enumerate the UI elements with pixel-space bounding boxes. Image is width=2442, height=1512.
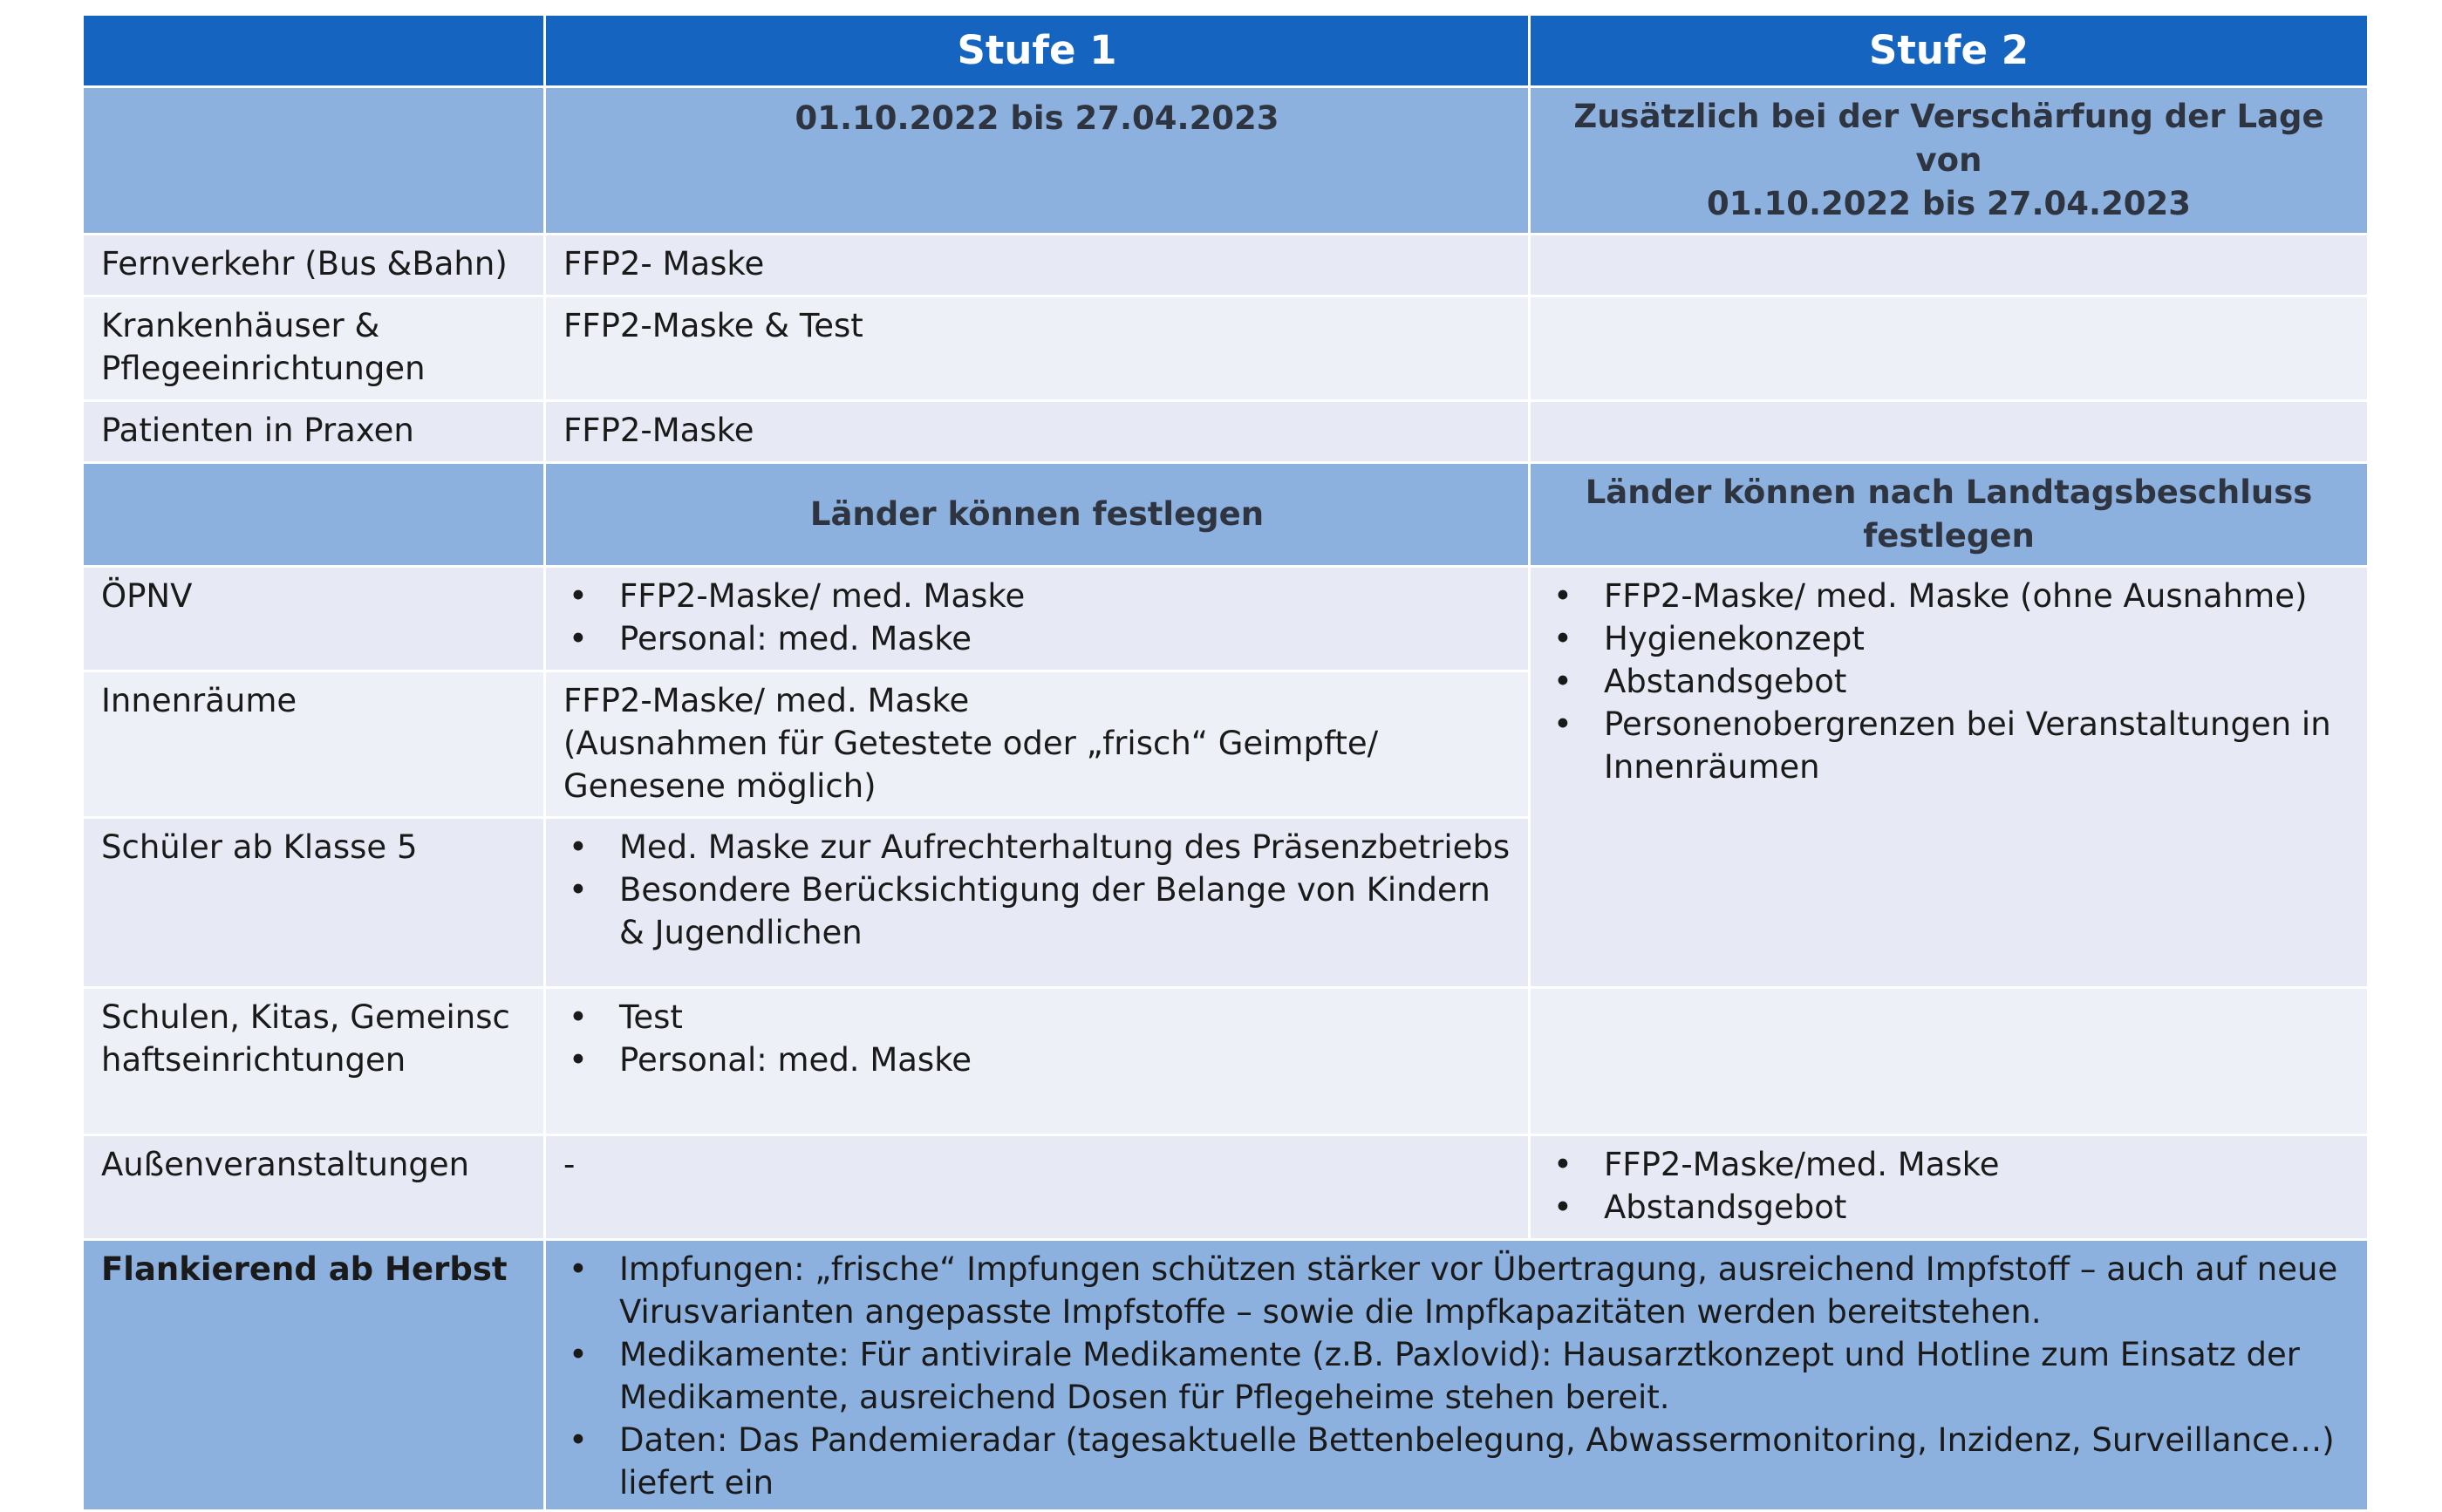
innenraeume-line1: FFP2-Maske/ med. Maske	[563, 682, 970, 719]
aussen-stufe2	[1531, 1136, 2367, 1238]
schulen-stufe1	[546, 989, 1528, 1134]
aussen-stufe2-list	[1548, 1143, 2350, 1229]
table-row	[84, 402, 2367, 461]
krankenhaeuser-label-line1: Krankenhäuser &	[101, 307, 380, 344]
laender-stufe2-measures	[1531, 568, 2367, 986]
row-label-praxen: Patienten in Praxen	[84, 402, 543, 461]
table-row	[84, 1136, 2367, 1238]
fernverkehr-stufe1: FFP2- Maske	[546, 235, 1528, 295]
list-item: • FFP2-Maske/med. Maske	[1548, 1143, 2350, 1186]
row-label-flankierend: Flankierend ab Herbst	[84, 1241, 543, 1509]
fernverkehr-stufe2	[1531, 235, 2367, 295]
aussen-stufe1: -	[546, 1136, 1528, 1238]
list-item: • FFP2-Maske/ med. Maske (ohne Ausnahme)	[1548, 575, 2350, 617]
list-item: • Impfungen: „frische“ Impfungen schützen stärker vor Übertragung, ausreichend Impfstoff – auch auf neue Virusvarianten angepasste Impfstoffe – sowie die Impfkapazitäten werden bereitstehen.	[563, 1248, 2350, 1333]
row-label-schueler: Schüler ab Klasse 5	[84, 819, 543, 986]
table-row	[84, 235, 2367, 295]
laender-stufe2-list	[1548, 575, 2350, 788]
laender-empty-cell	[84, 464, 543, 565]
innenraeume-stufe1	[546, 672, 1528, 816]
table-row	[84, 989, 2367, 1134]
list-item: • Medikamente: Für antivirale Medikamente (z.B. Paxlovid): Hausarztkonzept und Hotline zum Einsatz der Medikamente, ausreichend Dosen für Pflegeheime stehen bereit.	[563, 1333, 2350, 1419]
row-label-schulen: Schulen, Kitas, Gemeinschaftseinrichtungen	[84, 989, 543, 1134]
list-item: • Abstandsgebot	[1548, 1186, 2350, 1229]
flankierend-content	[546, 1241, 2367, 1509]
header-empty-cell	[84, 16, 543, 85]
row-label-krankenhaeuser	[84, 297, 543, 399]
krankenhaeuser-stufe2	[1531, 297, 2367, 399]
innenraeume-line2: (Ausnahmen für Getestete oder „frisch“ Geimpfte/ Genesene möglich)	[563, 725, 1379, 805]
stufe2-period	[1531, 88, 2367, 233]
row-label-oepnv: ÖPNV	[84, 568, 543, 670]
period-row	[84, 88, 2367, 233]
measures-table-container	[84, 16, 2362, 1502]
list-item: • Daten: Das Pandemieradar (tagesaktuelle Bettenbelegung, Abwassermonitoring, Inzidenz, Surveillance…) liefert ein	[563, 1419, 2350, 1504]
flankierend-list	[563, 1248, 2350, 1504]
period-empty-cell	[84, 88, 543, 233]
praxen-stufe1: FFP2-Maske	[546, 402, 1528, 461]
list-item: • Personenobergrenzen bei Veranstaltungen in Innenräumen	[1548, 703, 2350, 788]
stufe2-period-line1: Zusätzlich bei der Verschärfung der Lage von	[1573, 98, 2324, 179]
laender-header-row	[84, 464, 2367, 565]
praxen-stufe2	[1531, 402, 2367, 461]
list-item: • Test	[563, 996, 1511, 1039]
stage-header-row	[84, 16, 2367, 85]
table-row	[84, 297, 2367, 399]
schueler-stufe1-list	[563, 826, 1511, 954]
list-item: • Hygienekonzept	[1548, 617, 2350, 660]
row-label-aussenveranstaltungen: Außenveranstaltungen	[84, 1136, 543, 1238]
flankierend-row	[84, 1241, 2367, 1509]
krankenhaeuser-stufe1: FFP2-Maske & Test	[546, 297, 1528, 399]
list-item: • Abstandsgebot	[1548, 660, 2350, 703]
list-item: • Personal: med. Maske	[563, 617, 1511, 660]
row-label-fernverkehr: Fernverkehr (Bus &Bahn)	[84, 235, 543, 295]
schueler-stufe1	[546, 819, 1528, 986]
measures-table	[81, 13, 2370, 1512]
list-item: • Besondere Berücksichtigung der Belange von Kindern & Jugendlichen	[563, 868, 1511, 954]
krankenhaeuser-label-line2: Pflegeeinrichtungen	[101, 350, 426, 387]
oepnv-stufe1-list	[563, 575, 1511, 660]
laender-stufe1-header: Länder können festlegen	[546, 464, 1528, 565]
list-item: • FFP2-Maske/ med. Maske	[563, 575, 1511, 617]
row-label-innenraeume: Innenräume	[84, 672, 543, 816]
laender-stufe2-header: Länder können nach Landtagsbeschluss festlegen	[1531, 464, 2367, 565]
list-item: • Med. Maske zur Aufrechterhaltung des Präsenzbetriebs	[563, 826, 1511, 868]
stufe2-header: Stufe 2	[1531, 16, 2367, 85]
stufe1-header: Stufe 1	[546, 16, 1528, 85]
table-row	[84, 568, 2367, 670]
oepnv-stufe1	[546, 568, 1528, 670]
list-item: • Personal: med. Maske	[563, 1039, 1511, 1081]
stufe2-period-line2: 01.10.2022 bis 27.04.2023	[1706, 185, 2192, 222]
schulen-stufe2	[1531, 989, 2367, 1134]
stufe1-period: 01.10.2022 bis 27.04.2023	[546, 88, 1528, 233]
schulen-stufe1-list	[563, 996, 1511, 1081]
